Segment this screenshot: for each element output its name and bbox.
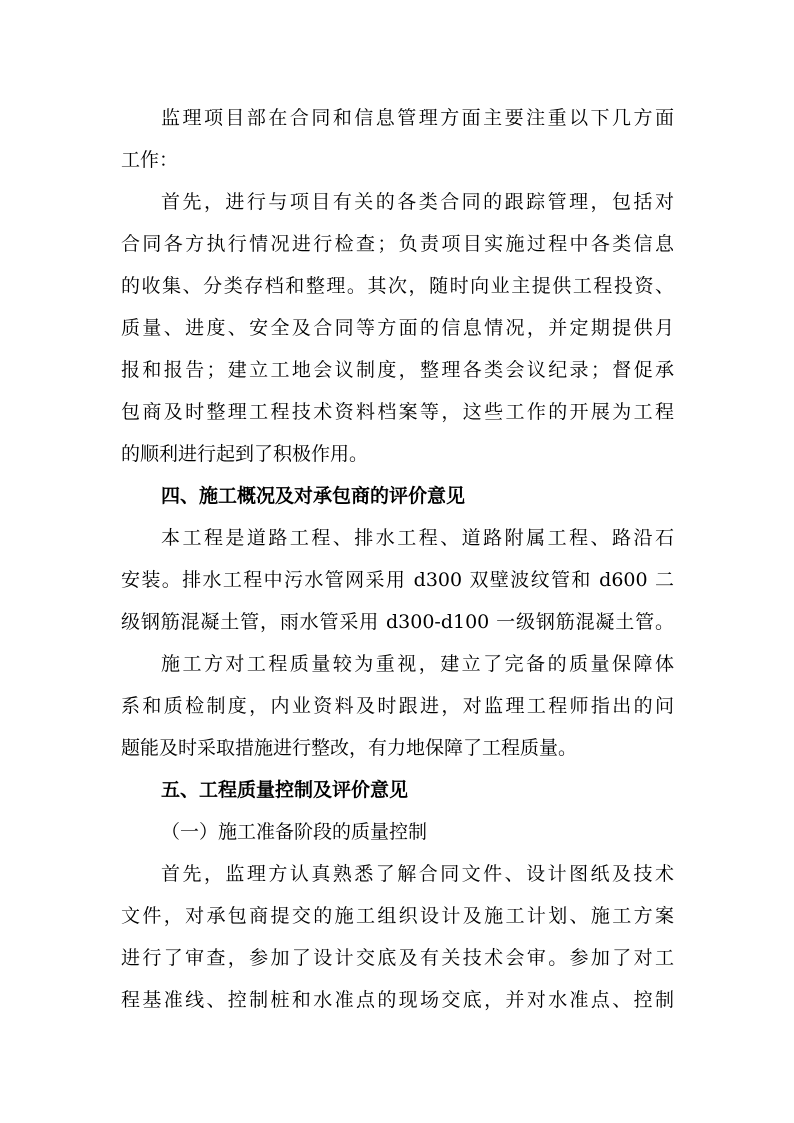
paragraph-2-line-4: 质量、进度、安全及合同等方面的信息情况，并定期提供月 [121,317,674,339]
paragraph-1-line-2: 工作： [121,149,179,171]
paragraph-2-line-2: 合同各方执行情况进行检查；负责项目实施过程中各类信息 [121,233,674,255]
paragraph-2-line-1: 首先，进行与项目有关的各类合同的跟踪管理，包括对 [161,191,674,213]
paragraph-4-line-1: 施工方对工程质量较为重视，建立了完备的质量保障体 [161,653,674,675]
paragraph-4-line-2: 系和质检制度，内业资料及时跟进，对监理工程师指出的问 [121,695,674,717]
subsection-heading-1: （一）施工准备阶段的质量控制 [161,821,428,843]
section-heading-4: 四、施工概况及对承包商的评价意见 [161,485,466,507]
paragraph-5-line-4: 程基准线、控制桩和水准点的现场交底，并对水准点、控制 [121,989,674,1011]
paragraph-2-line-6: 包商及时整理工程技术资料档案等，这些工作的开展为工程 [121,401,674,423]
paragraph-3-line-3: 级钢筋混凝土管，雨水管采用 d300-d100 一级钢筋混凝土管。 [121,611,674,633]
paragraph-3-line-1: 本工程是道路工程、排水工程、道路附属工程、路沿石 [161,527,674,549]
paragraph-5-line-3: 进行了审查，参加了设计交底及有关技术会审。参加了对工 [121,947,674,969]
paragraph-2-line-5: 报和报告；建立工地会议制度，整理各类会议纪录；督促承 [121,359,674,381]
paragraph-2-line-3: 的收集、分类存档和整理。其次，随时向业主提供工程投资、 [121,275,674,297]
paragraph-4-line-3: 题能及时采取措施进行整改，有力地保障了工程质量。 [121,737,578,759]
paragraph-1-line-1: 监理项目部在合同和信息管理方面主要注重以下几方面 [161,107,674,129]
paragraph-5-line-2: 文件，对承包商提交的施工组织设计及施工计划、施工方案 [121,905,674,927]
section-heading-5: 五、工程质量控制及评价意见 [161,779,409,801]
paragraph-5-line-1: 首先，监理方认真熟悉了解合同文件、设计图纸及技术 [161,863,674,885]
paragraph-3-line-2: 安装。排水工程中污水管网采用 d300 双壁波纹管和 d600 二 [121,569,674,591]
paragraph-2-line-7: 的顺利进行起到了积极作用。 [121,443,369,465]
